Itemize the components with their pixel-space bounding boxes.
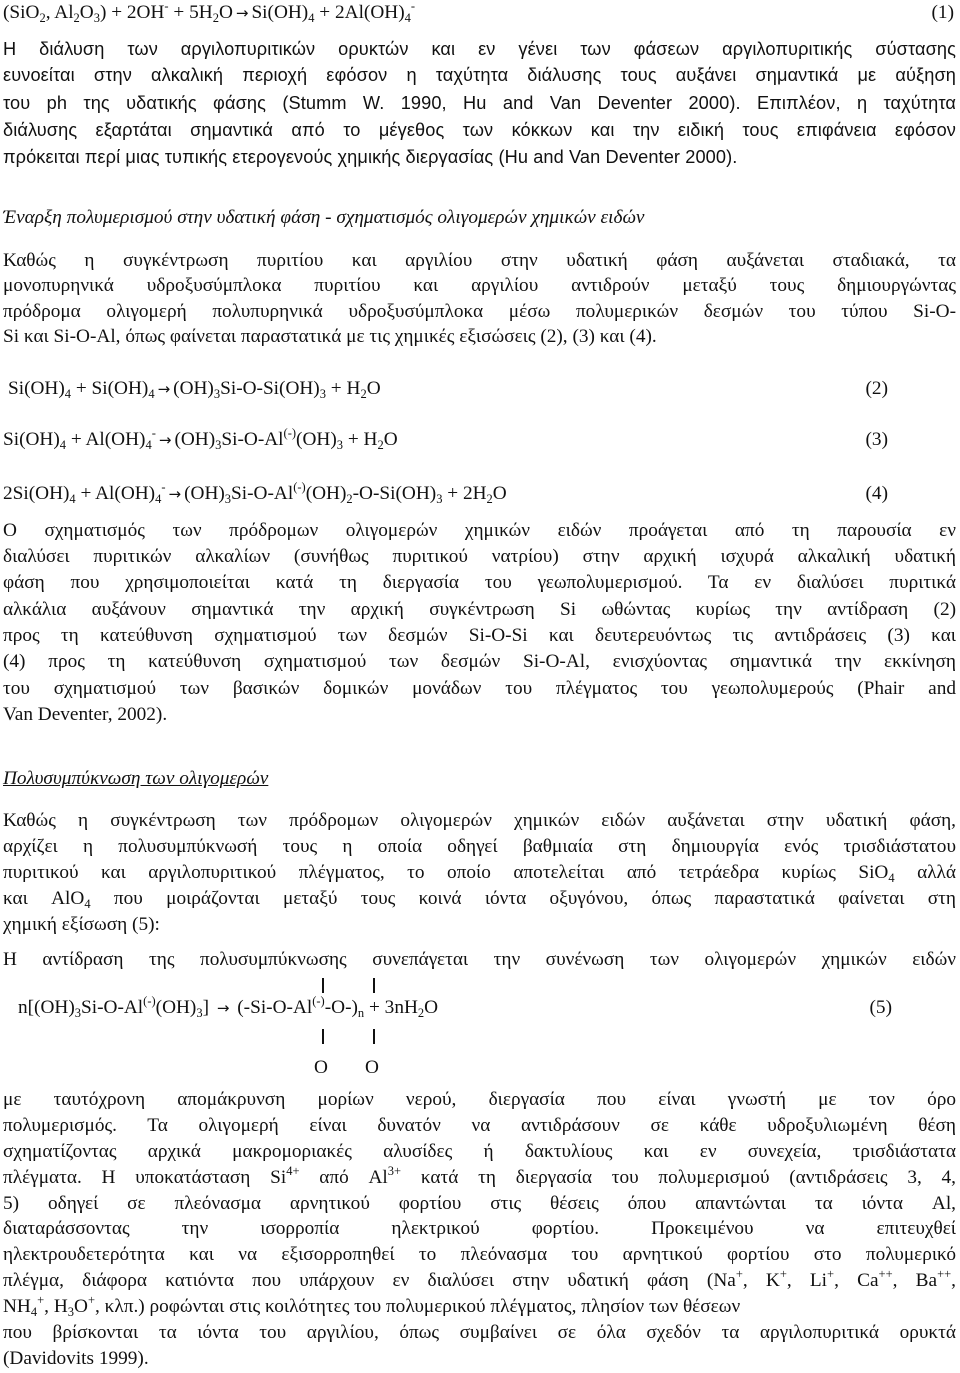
paragraph-2-line: Si και Si-O-Al, όπως φαίνεται παραστατικά με τις χημικές εξισώσεις (2), (3) και (4).	[3, 326, 657, 347]
oxygen-atom-label: O	[314, 1057, 328, 1078]
paragraph-2-line: πρόδρομα ολιγομερή πολυπυρηνικά υδροξυσύμπλοκα μέσω πολυμερικών δεσμών του τύπου Si-O-	[3, 301, 956, 322]
equation-4-number: (4)	[865, 483, 888, 504]
paragraph-3-line: (4) προς τη κατεύθυνση σχηματισμού των δεσμών Si-O-Al, ενισχύοντας σημαντικά την εκκίνηση	[3, 651, 956, 672]
paragraph-3-line: αλκάλια αυξάνουν σημαντικά την αρχική συγκέντρωση Si ωθώντας κυρίως την αντίδραση (2)	[3, 599, 956, 620]
equation-2: $Si(OH)_4 + Si(OH)_4 \to (OH)_3Si-O-Si(OH)_3 + H_2O$	[8, 378, 381, 401]
bond-bar	[373, 1029, 375, 1044]
paragraph-2-line: μονοπυρηνικά υδροξυσύμπλοκα πυριτίου και αργιλίου αντιδρούν μεταξύ τους δημιουργώντας	[3, 275, 956, 296]
right-arrow-icon: →	[235, 4, 249, 22]
section-heading-polycondensation: Πολυσυμπύκνωση των ολιγομερών	[3, 768, 269, 789]
paragraph-6-line: ηλεκτρουδετερότητα και να εξισορροπηθεί το πλεόνασμα του αρνητικού φορτίου στο πολυμερικό	[3, 1244, 956, 1265]
right-arrow-icon: →	[158, 431, 172, 449]
paragraph-6-line: με ταυτόχρονη απομάκρυνση μορίων νερού, διεργασία που είναι γνωστή με τον όρο	[3, 1089, 956, 1110]
paragraph-3-line: του σχηματισμού των βασικών δομικών μονάδων του πλέγματος του γεωπολυμερούς (Phair and	[3, 678, 956, 699]
equation-1-number: (1)	[931, 2, 954, 23]
equation-3-number: (3)	[865, 429, 888, 450]
oxygen-atom-label: O	[365, 1057, 379, 1078]
paragraph-1-line: του ph της υδατικής φάσης (Stumm W. 1990, Hu and Van Deventer 2000). Επιπλέον, η ταχύτητα	[3, 93, 956, 113]
equation-1: (SiO$_2$, $Al_2O_3) + 2OH^- + 5H_2O \to Si(OH)_4 + 2Al(OH)_4^-$	[3, 0, 416, 25]
equation-5-number: (5)	[869, 997, 892, 1018]
paragraph-4-line: πυριτικού και αργιλοπυριτικού πλέγματος, το οποίο αποτελείται από τετράεδρα κυρίως SiO$_4$ αλλά	[3, 862, 956, 885]
paragraph-6-line: που βρίσκονται τα ιόντα του αργιλίου, όπως συμβαίνει σε όλα σχεδόν τα αργιλοπυριτικά ορυκτά	[3, 1322, 956, 1343]
equation-2-number: (2)	[865, 378, 888, 399]
bond-bar	[322, 978, 324, 993]
paragraph-4-line: και AlO$_4$ που μοιράζονται μεταξύ τους κοινά ιόντα οξυγόνου, όπως παραστατικά φαίνεται στη	[3, 888, 956, 911]
paragraph-6-line: πλέγματα. Η υποκατάσταση $Si^{4+}$ από $Al^{3+}$ κατά τη διεργασία του πολυμερισμού (αντιδράσεις 3, 4,	[3, 1164, 956, 1188]
paragraph-6-line: πολυμερισμός. Τα ολιγομερή είναι δυνατόν να αντιδράσουν σε κάθε υδροξυλιωμένη θέση	[3, 1115, 956, 1136]
paragraph-6-line: διαταράσσοντας την ισορροπία ηλεκτρικού φορτίου. Προκειμένου να επιτευχθεί	[3, 1218, 956, 1239]
paragraph-6-line: σχηματίζοντας αρχικά μακρομοριακές αλυσίδες ή δακτυλίους και εν συνεχεία, τρισδιάστατα	[3, 1141, 956, 1162]
paragraph-6-line: πλέγμα, διάφορα κατιόντα που υπάρχουν εν διαλύσει στην υδατική φάση (Na+, K+, Li+, Ca++, Ba++,	[3, 1267, 956, 1291]
paragraph-4-line: αρχίζει η πολυσυμπύκνωσή τους η οποία οδηγεί βαθμιαία στη δημιουργία ενός τρισδιάστατου	[3, 836, 956, 857]
paragraph-2-line: Καθώς η συγκέντρωση πυριτίου και αργιλίου στην υδατική φάση αυξάνεται σταδιακά, τα	[3, 250, 956, 271]
paragraph-6-line: $NH_4^+$, $H_3O^+$, κλπ.) ροφώνται στις κοιλότητες του πολυμερικού πλέγματος, πλησίον των θέσεων	[3, 1293, 741, 1319]
paragraph-5-line: Η αντίδραση της πολυσυμπύκνωσης συνεπάγεται την συνένωση των ολιγομερών χημικών ειδών	[3, 949, 956, 970]
paragraph-3-line: φάση που χρησιμοποιείται κατά τη διεργασία του γεωπολυμερισμού. Τα εν διαλύσει πυριτικά	[3, 572, 956, 593]
paragraph-6-line: 5) οδηγεί σε πλεόνασμα αρνητικού φορτίου στις θέσεις όπου απαντώνται τα ιόντα Al,	[3, 1193, 956, 1214]
equation-4: $2Si(OH)_4 + Al(OH)_4^- \to (OH)_3Si-O-Al^{(-)}(OH)_2-O-Si(OH)_3 + 2H_2O$	[3, 480, 507, 506]
paragraph-1-line: Η διάλυση των αργιλοπυριτικών ορυκτών και εν γένει των φάσεων αργιλοπυριτικής σύστασης	[3, 39, 956, 59]
section-heading-polymerization-start: Έναρξη πολυμερισμού στην υδατική φάση - σχηματισμός ολιγομερών χημικών ειδών	[3, 207, 645, 228]
paragraph-1-line: ευνοείται στην αλκαλική περιοχή εφόσον η ταχύτητα διάλυσης τους αυξάνει σημαντικά με αύξηση	[3, 65, 956, 85]
paragraph-1-line: διάλυσης εξαρτάται σημαντικά από το μέγεθος των κόκκων και την ειδική τους επιφάνεια εφόσον	[3, 120, 956, 140]
right-arrow-icon: →	[157, 380, 171, 398]
paragraph-3-line: διαλύσει πυριτικών αλκαλίων (συνήθως πυριτικού νατρίου) στην αρχική ισχυρά αλκαλική υδατική	[3, 546, 956, 567]
paragraph-6-line: (Davidovits 1999).	[3, 1348, 149, 1369]
bond-bar	[373, 978, 375, 993]
paragraph-3-line: Ο σχηματισμός των πρόδρομων ολιγομερών χημικών ειδών προάγεται από τη παρουσία εν	[3, 520, 956, 541]
equation-3: $Si(OH)_4 + Al(OH)_4^- \to (OH)_3Si-O-Al^{(-)}(OH)_3 + H_2O$	[3, 426, 398, 452]
right-arrow-icon: →	[216, 999, 230, 1017]
paragraph-4-line: Καθώς η συγκέντρωση των πρόδρομων ολιγομερών χημικών ειδών αυξάνεται στην υδατική φάση,	[3, 810, 956, 831]
paragraph-1-line: πρόκειται περί μιας τυπικής ετερογενούς χημικής διεργασίας (Hu and Van Deventer 2000).	[3, 147, 738, 167]
equation-5: $n[(OH)_3Si-O-Al^{(-)}(OH)_3] \to (-Si-O-Al^{(-)}-O-)_n + 3nH_2O$	[18, 994, 439, 1020]
paragraph-3-line: προς τη κατεύθυνση σχηματισμού των δεσμών Si-O-Si και δευτερευόντως τις αντιδράσεις (3) και	[3, 625, 956, 646]
right-arrow-icon: →	[168, 485, 182, 503]
paragraph-4-line: χημική εξίσωση (5):	[3, 914, 160, 935]
paragraph-3-line: Van Deventer, 2002).	[3, 704, 168, 725]
bond-bar	[322, 1029, 324, 1044]
